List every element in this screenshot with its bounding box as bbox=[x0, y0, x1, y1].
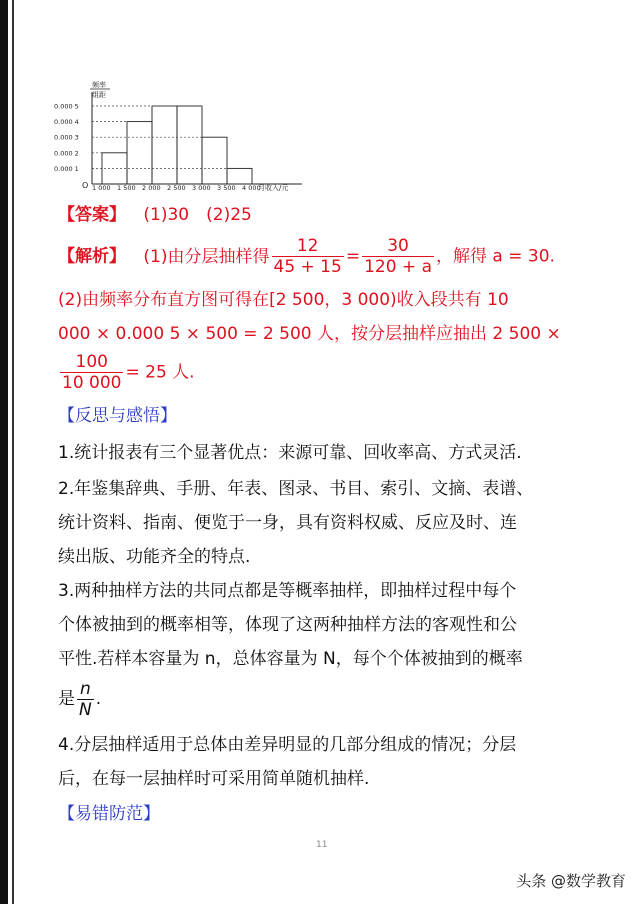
fraction-100-over-10000: $\frac{100}{10 000}$ bbox=[62, 352, 122, 393]
hist-y-tick: 0.000 2 bbox=[54, 149, 79, 158]
analysis-line-3: 000 × 0.000 5 × 500 = 2 500 人，按分层抽样应抽出 2 500 × bbox=[58, 324, 561, 344]
analysis-label: 【解析】 bbox=[58, 246, 126, 267]
hist-origin: O bbox=[82, 181, 89, 190]
hist-x-tick: 4 000 bbox=[242, 184, 261, 192]
hist-bar bbox=[202, 137, 227, 184]
reflection-line-6: 个体被抽到的概率相等，体现了这两种抽样方法的客观性和公 bbox=[58, 615, 517, 635]
frequency-histogram bbox=[52, 80, 322, 198]
hist-bar bbox=[127, 122, 152, 184]
reflection-title: 【反思与感悟】 bbox=[58, 406, 177, 426]
analysis-line-4 bbox=[58, 352, 195, 393]
hist-x-tick: 1 000 bbox=[92, 184, 111, 192]
hist-ylabel-bottom: 组距 bbox=[92, 91, 106, 99]
reflection-line-4: 续出版、功能齐全的特点. bbox=[58, 547, 251, 567]
hist-bar bbox=[227, 168, 252, 184]
hist-y-tick: 0.000 5 bbox=[54, 102, 79, 111]
reflection-line-8: 是 $\frac{n}{N}$ . bbox=[58, 678, 102, 720]
hist-x-tick: 2 000 bbox=[142, 184, 161, 192]
answer-text: (1)30 (2)25 bbox=[143, 205, 252, 225]
reflection-line-9: 4.分层抽样适用于总体由差异明显的几部分组成的情况；分层 bbox=[58, 735, 517, 755]
reflection-line-10: 后，在每一层抽样时可采用简单随机抽样. bbox=[58, 769, 370, 789]
pitfall-title: 【易错防范】 bbox=[58, 804, 160, 824]
fraction-n-over-N: $\frac{n}{N}$ bbox=[79, 678, 92, 720]
hist-x-tick: 3 500 bbox=[217, 184, 236, 192]
reflection-line-1: 1.统计报表有三个显著优点：来源可靠、回收率高、方式灵活. bbox=[58, 443, 522, 463]
analysis-p1-pre: (1)由分层抽样得 bbox=[143, 246, 270, 267]
hist-y-tick: 0.000 1 bbox=[54, 164, 79, 173]
hist-x-tick: 1 500 bbox=[117, 184, 136, 192]
hist-ylabel-top: 频率 bbox=[92, 81, 106, 89]
hist-x-tick: 3 000 bbox=[192, 184, 211, 192]
reflection-line-3: 统计资料、指南、便览于一身，具有资料权威、反应及时、连 bbox=[58, 513, 517, 533]
analysis-p2-end: = 25 人. bbox=[125, 362, 195, 383]
analysis-line-2: (2)由频率分布直方图可得在[2 500，3 000)收入段共有 10 bbox=[58, 290, 509, 310]
hist-y-tick: 0.000 4 bbox=[54, 118, 79, 127]
hist-xlabel: 月收入/元 bbox=[258, 184, 289, 192]
hist-x-tick: 2 500 bbox=[167, 184, 186, 192]
hist-y-tick: 0.000 3 bbox=[54, 133, 79, 142]
hist-bar bbox=[152, 106, 177, 184]
analysis-eq: = bbox=[345, 246, 361, 267]
answer-line bbox=[58, 203, 252, 227]
analysis-p1-post: ，解得 a = 30. bbox=[436, 246, 555, 267]
fraction-30-over-120a: $\frac{30}{120 + a}$ bbox=[364, 236, 432, 277]
watermark-footer: 头条 @数学教育 bbox=[516, 872, 626, 890]
fraction-12-over-60: $\frac{12}{45 + 15}$ bbox=[273, 236, 342, 277]
left-edge-line bbox=[12, 0, 14, 904]
answer-label: 【答案】 bbox=[58, 205, 126, 225]
reflection-line-5: 3.两种抽样方法的共同点都是等概率抽样，即抽样过程中每个 bbox=[58, 581, 517, 601]
analysis-line-1 bbox=[58, 236, 555, 277]
reflection-line-7: 平性.若样本容量为 n，总体容量为 N，每个个体被抽到的概率 bbox=[58, 649, 523, 669]
page-number: 11 bbox=[316, 840, 328, 850]
hist-y-label bbox=[90, 80, 110, 99]
left-edge-bar bbox=[0, 0, 8, 904]
reflection-line-2: 2.年鉴集辞典、手册、年表、图录、书目、索引、文摘、表谱、 bbox=[58, 479, 534, 499]
hist-bar bbox=[177, 106, 202, 184]
